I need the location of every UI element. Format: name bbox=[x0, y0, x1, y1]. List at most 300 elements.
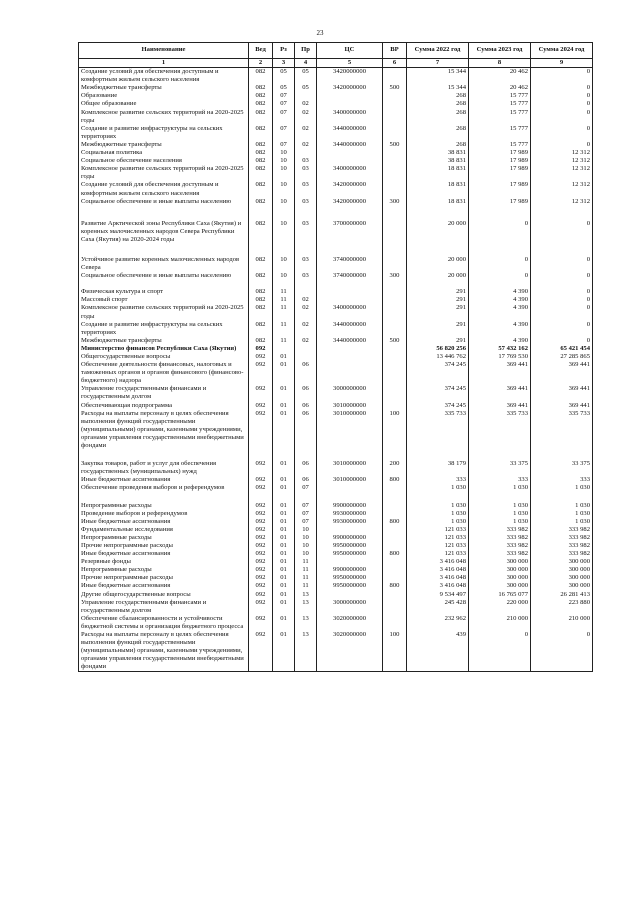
row-pr bbox=[295, 353, 317, 361]
row-cs: 3420000000 bbox=[317, 181, 383, 197]
row-ved: 092 bbox=[249, 345, 273, 353]
row-vr: 500 bbox=[383, 337, 407, 345]
row-rz: 01 bbox=[273, 526, 295, 534]
row-vr bbox=[383, 92, 407, 100]
row-name: Управление государственными финансами и государственным долгом bbox=[79, 599, 249, 615]
row-sum-2023: 15 777 bbox=[469, 92, 531, 100]
row-cs bbox=[317, 345, 383, 353]
row-sum-2022: 38 831 bbox=[407, 157, 469, 165]
row-sum-2023: 333 982 bbox=[469, 534, 531, 542]
row-pr: 03 bbox=[295, 157, 317, 165]
row-pr: 06 bbox=[295, 385, 317, 401]
table-row bbox=[79, 125, 593, 141]
row-cs: 9900000000 bbox=[317, 502, 383, 510]
row-sum-2022: 268 bbox=[407, 100, 469, 108]
row-vr bbox=[383, 385, 407, 401]
row-sum-2024: 335 733 bbox=[531, 410, 593, 460]
row-cs: 3000000000 bbox=[317, 385, 383, 401]
table-row bbox=[79, 84, 593, 92]
row-sum-2023: 15 777 bbox=[469, 141, 531, 149]
row-sum-2024: 0 bbox=[531, 109, 593, 125]
row-sum-2023: 333 982 bbox=[469, 550, 531, 558]
row-rz: 01 bbox=[273, 558, 295, 566]
row-name: Расходы на выплаты персоналу в целях обеспечения выполнения функций государственными (муниципальными) органами, казенными учреждениями, органами управления государственными внебюджетными фондами bbox=[79, 410, 249, 460]
row-rz: 01 bbox=[273, 574, 295, 582]
row-pr: 02 bbox=[295, 337, 317, 345]
row-cs: 3700000000 bbox=[317, 220, 383, 256]
row-cs: 3020000000 bbox=[317, 631, 383, 672]
row-vr bbox=[383, 149, 407, 157]
row-rz: 07 bbox=[273, 109, 295, 125]
row-sum-2022: 245 428 bbox=[407, 599, 469, 615]
header-sum-2024: Сумма 2024 год bbox=[531, 43, 593, 59]
row-sum-2023: 333 982 bbox=[469, 526, 531, 534]
row-rz: 01 bbox=[273, 591, 295, 599]
row-sum-2022: 291 bbox=[407, 288, 469, 296]
row-pr: 06 bbox=[295, 402, 317, 410]
row-name: Закупка товаров, работ и услуг для обеспечения государственных (муниципальных) нужд bbox=[79, 460, 249, 476]
row-cs: 3440000000 bbox=[317, 141, 383, 149]
row-cs bbox=[317, 92, 383, 100]
header-vr: ВР bbox=[383, 43, 407, 59]
row-sum-2024: 300 000 bbox=[531, 566, 593, 574]
row-pr: 11 bbox=[295, 574, 317, 582]
row-vr bbox=[383, 181, 407, 197]
row-name: Комплексное развитие сельских территорий на 2020-2025 годы bbox=[79, 165, 249, 181]
table-row bbox=[79, 288, 593, 296]
row-ved: 092 bbox=[249, 631, 273, 672]
row-cs bbox=[317, 526, 383, 534]
row-ved: 092 bbox=[249, 558, 273, 566]
row-vr bbox=[383, 599, 407, 615]
row-vr bbox=[383, 220, 407, 256]
table-row bbox=[79, 460, 593, 476]
row-sum-2023: 210 000 bbox=[469, 615, 531, 631]
row-ved: 092 bbox=[249, 526, 273, 534]
row-pr: 02 bbox=[295, 296, 317, 304]
table-row bbox=[79, 591, 593, 599]
row-rz: 01 bbox=[273, 566, 295, 574]
row-rz: 07 bbox=[273, 125, 295, 141]
table-row bbox=[79, 582, 593, 590]
table-row bbox=[79, 566, 593, 574]
row-sum-2023: 333 bbox=[469, 476, 531, 484]
row-vr bbox=[383, 402, 407, 410]
row-name: Непрограммные расходы bbox=[79, 534, 249, 542]
row-cs: 9900000000 bbox=[317, 566, 383, 574]
col-number: 8 bbox=[469, 59, 531, 68]
row-pr bbox=[295, 149, 317, 157]
row-sum-2023: 333 982 bbox=[469, 542, 531, 550]
row-name: Проведение выборов и референдумов bbox=[79, 510, 249, 518]
row-pr: 06 bbox=[295, 410, 317, 460]
row-ved: 082 bbox=[249, 288, 273, 296]
row-sum-2023: 17 989 bbox=[469, 149, 531, 157]
row-sum-2023: 17 989 bbox=[469, 181, 531, 197]
row-vr bbox=[383, 591, 407, 599]
row-sum-2024: 1 030 bbox=[531, 484, 593, 501]
row-rz: 11 bbox=[273, 296, 295, 304]
row-vr bbox=[383, 484, 407, 501]
row-cs bbox=[317, 296, 383, 304]
col-number: 2 bbox=[249, 59, 273, 68]
row-sum-2023: 300 000 bbox=[469, 558, 531, 566]
row-sum-2024: 12 312 bbox=[531, 149, 593, 157]
page-number: 23 bbox=[316, 29, 324, 37]
row-name: Комплексное развитие сельских территорий на 2020-2025 годы bbox=[79, 304, 249, 320]
row-name: Социальное обеспечение и иные выплаты населению bbox=[79, 198, 249, 220]
table-row bbox=[79, 304, 593, 320]
row-name: Физическая культура и спорт bbox=[79, 288, 249, 296]
row-cs: 9950000000 bbox=[317, 574, 383, 582]
row-vr: 500 bbox=[383, 141, 407, 149]
row-sum-2023: 1 030 bbox=[469, 518, 531, 526]
row-cs: 9950000000 bbox=[317, 550, 383, 558]
table-row bbox=[79, 542, 593, 550]
row-pr: 10 bbox=[295, 534, 317, 542]
table-row bbox=[79, 476, 593, 484]
row-ved: 082 bbox=[249, 304, 273, 320]
row-sum-2022: 3 416 048 bbox=[407, 558, 469, 566]
row-sum-2022: 335 733 bbox=[407, 410, 469, 460]
row-ved: 082 bbox=[249, 272, 273, 288]
row-sum-2024: 27 285 865 bbox=[531, 353, 593, 361]
row-sum-2024: 0 bbox=[531, 68, 593, 85]
row-ved: 082 bbox=[249, 321, 273, 337]
col-number: 4 bbox=[295, 59, 317, 68]
row-sum-2022: 38 179 bbox=[407, 460, 469, 476]
row-sum-2022: 291 bbox=[407, 321, 469, 337]
header-pr: Пр bbox=[295, 43, 317, 59]
row-rz: 10 bbox=[273, 157, 295, 165]
row-vr bbox=[383, 157, 407, 165]
row-sum-2022: 268 bbox=[407, 92, 469, 100]
row-sum-2022: 9 534 497 bbox=[407, 591, 469, 599]
row-name: Социальное обеспечение населения bbox=[79, 157, 249, 165]
row-pr: 05 bbox=[295, 84, 317, 92]
row-sum-2023: 4 390 bbox=[469, 296, 531, 304]
row-ved: 092 bbox=[249, 476, 273, 484]
row-sum-2022: 291 bbox=[407, 296, 469, 304]
row-sum-2022: 20 000 bbox=[407, 220, 469, 256]
row-sum-2023: 1 030 bbox=[469, 502, 531, 510]
row-cs bbox=[317, 149, 383, 157]
row-sum-2022: 38 831 bbox=[407, 149, 469, 157]
row-name: Общегосударственные вопросы bbox=[79, 353, 249, 361]
table-row bbox=[79, 157, 593, 165]
row-rz: 10 bbox=[273, 272, 295, 288]
row-sum-2024: 0 bbox=[531, 337, 593, 345]
row-ved: 092 bbox=[249, 615, 273, 631]
row-sum-2022: 291 bbox=[407, 337, 469, 345]
row-sum-2024: 12 312 bbox=[531, 165, 593, 181]
row-sum-2024: 223 880 bbox=[531, 599, 593, 615]
row-sum-2022: 18 831 bbox=[407, 181, 469, 197]
row-sum-2023: 17 769 530 bbox=[469, 353, 531, 361]
row-sum-2022: 3 416 048 bbox=[407, 582, 469, 590]
table-row bbox=[79, 220, 593, 256]
row-sum-2024: 210 000 bbox=[531, 615, 593, 631]
row-pr: 06 bbox=[295, 460, 317, 476]
row-ved: 092 bbox=[249, 534, 273, 542]
row-ved: 092 bbox=[249, 599, 273, 615]
table-row bbox=[79, 526, 593, 534]
row-rz: 01 bbox=[273, 460, 295, 476]
row-ved: 082 bbox=[249, 92, 273, 100]
row-ved: 092 bbox=[249, 410, 273, 460]
header-rz: Рз bbox=[273, 43, 295, 59]
row-rz: 01 bbox=[273, 510, 295, 518]
row-sum-2024: 369 441 bbox=[531, 402, 593, 410]
row-vr bbox=[383, 615, 407, 631]
row-sum-2024: 0 bbox=[531, 272, 593, 288]
row-pr: 10 bbox=[295, 550, 317, 558]
row-sum-2024: 65 421 454 bbox=[531, 345, 593, 353]
row-sum-2024: 0 bbox=[531, 631, 593, 672]
row-cs bbox=[317, 484, 383, 501]
row-vr bbox=[383, 321, 407, 337]
row-sum-2023: 15 777 bbox=[469, 100, 531, 108]
row-sum-2023: 4 390 bbox=[469, 321, 531, 337]
row-cs: 9950000000 bbox=[317, 542, 383, 550]
table-row bbox=[79, 337, 593, 345]
row-pr: 02 bbox=[295, 304, 317, 320]
row-sum-2024: 0 bbox=[531, 92, 593, 100]
row-rz: 01 bbox=[273, 385, 295, 401]
row-rz: 10 bbox=[273, 198, 295, 220]
row-vr: 800 bbox=[383, 550, 407, 558]
row-sum-2022: 291 bbox=[407, 304, 469, 320]
row-sum-2023: 369 441 bbox=[469, 385, 531, 401]
table-row bbox=[79, 631, 593, 672]
row-sum-2022: 121 033 bbox=[407, 526, 469, 534]
row-name: Управление государственными финансами и государственным долгом bbox=[79, 385, 249, 401]
row-cs bbox=[317, 353, 383, 361]
row-ved: 082 bbox=[249, 125, 273, 141]
row-vr bbox=[383, 68, 407, 85]
row-sum-2023: 33 375 bbox=[469, 460, 531, 476]
table-row bbox=[79, 361, 593, 385]
col-number: 1 bbox=[79, 59, 249, 68]
row-sum-2023: 300 000 bbox=[469, 566, 531, 574]
row-cs bbox=[317, 100, 383, 108]
row-name: Обеспечивающая подпрограмма bbox=[79, 402, 249, 410]
row-cs: 3440000000 bbox=[317, 337, 383, 345]
row-sum-2022: 374 245 bbox=[407, 361, 469, 385]
row-pr bbox=[295, 92, 317, 100]
row-name: Создание условий для обеспечения доступным и комфортным жильем сельского населения bbox=[79, 181, 249, 197]
row-pr: 10 bbox=[295, 542, 317, 550]
row-cs: 3000000000 bbox=[317, 599, 383, 615]
row-sum-2023: 17 989 bbox=[469, 198, 531, 220]
row-cs: 3400000000 bbox=[317, 109, 383, 125]
table-row bbox=[79, 550, 593, 558]
row-vr bbox=[383, 100, 407, 108]
table-row bbox=[79, 353, 593, 361]
row-vr bbox=[383, 526, 407, 534]
row-name: Развитие Арктической зоны Республики Саха (Якутия) и коренных малочисленных народов Севера Республики Саха (Якутия) на 2020-2024 годы bbox=[79, 220, 249, 256]
row-pr: 13 bbox=[295, 591, 317, 599]
row-rz: 01 bbox=[273, 353, 295, 361]
row-sum-2024: 1 030 bbox=[531, 502, 593, 510]
row-name: Обеспечение сбалансированности и устойчивости бюджетной системы и организация бюджетного процесса bbox=[79, 615, 249, 631]
row-sum-2023: 220 000 bbox=[469, 599, 531, 615]
row-ved: 082 bbox=[249, 165, 273, 181]
row-vr bbox=[383, 165, 407, 181]
row-cs: 3020000000 bbox=[317, 615, 383, 631]
row-rz: 01 bbox=[273, 410, 295, 460]
row-rz: 01 bbox=[273, 502, 295, 510]
row-sum-2024: 0 bbox=[531, 141, 593, 149]
row-cs bbox=[317, 591, 383, 599]
row-vr bbox=[383, 256, 407, 272]
row-cs: 3740000000 bbox=[317, 256, 383, 272]
row-ved: 092 bbox=[249, 353, 273, 361]
row-pr: 02 bbox=[295, 141, 317, 149]
row-cs bbox=[317, 558, 383, 566]
row-sum-2022: 15 344 bbox=[407, 84, 469, 92]
row-rz: 11 bbox=[273, 288, 295, 296]
col-number: 9 bbox=[531, 59, 593, 68]
header-ved: Вед bbox=[249, 43, 273, 59]
column-number-row bbox=[79, 59, 593, 68]
row-name: Межбюджетные трансферты bbox=[79, 84, 249, 92]
table-row bbox=[79, 599, 593, 615]
row-pr: 03 bbox=[295, 220, 317, 256]
table-row bbox=[79, 402, 593, 410]
header-cs: ЦС bbox=[317, 43, 383, 59]
row-name: Министерство финансов Республики Саха (Якутия) bbox=[79, 345, 249, 353]
row-pr: 03 bbox=[295, 181, 317, 197]
row-sum-2022: 18 831 bbox=[407, 165, 469, 181]
row-sum-2022: 374 245 bbox=[407, 385, 469, 401]
table-row bbox=[79, 484, 593, 501]
row-vr bbox=[383, 510, 407, 518]
row-ved: 092 bbox=[249, 566, 273, 574]
row-ved: 092 bbox=[249, 361, 273, 385]
row-sum-2024: 0 bbox=[531, 220, 593, 256]
row-vr bbox=[383, 558, 407, 566]
row-rz: 10 bbox=[273, 256, 295, 272]
row-name: Устойчивое развитие коренных малочисленных народов Севера bbox=[79, 256, 249, 272]
row-sum-2024: 33 375 bbox=[531, 460, 593, 476]
row-cs: 9930000000 bbox=[317, 518, 383, 526]
row-sum-2022: 333 bbox=[407, 476, 469, 484]
row-rz: 11 bbox=[273, 321, 295, 337]
row-ved: 092 bbox=[249, 510, 273, 518]
row-rz: 07 bbox=[273, 92, 295, 100]
row-ved: 092 bbox=[249, 518, 273, 526]
row-name: Создание и развитие инфраструктуры на сельских территориях bbox=[79, 125, 249, 141]
table-row bbox=[79, 558, 593, 566]
row-sum-2024: 12 312 bbox=[531, 181, 593, 197]
row-sum-2022: 121 033 bbox=[407, 534, 469, 542]
row-vr bbox=[383, 502, 407, 510]
row-vr: 800 bbox=[383, 476, 407, 484]
row-rz: 10 bbox=[273, 165, 295, 181]
row-sum-2024: 12 312 bbox=[531, 198, 593, 220]
row-sum-2024: 0 bbox=[531, 125, 593, 141]
row-rz: 11 bbox=[273, 304, 295, 320]
row-cs: 3010000000 bbox=[317, 410, 383, 460]
row-sum-2024: 333 bbox=[531, 476, 593, 484]
row-sum-2022: 121 033 bbox=[407, 550, 469, 558]
row-rz: 10 bbox=[273, 220, 295, 256]
row-pr: 13 bbox=[295, 599, 317, 615]
row-pr: 10 bbox=[295, 526, 317, 534]
row-ved: 082 bbox=[249, 157, 273, 165]
row-ved: 092 bbox=[249, 574, 273, 582]
table-row bbox=[79, 272, 593, 288]
row-cs: 3740000000 bbox=[317, 272, 383, 288]
row-pr: 05 bbox=[295, 68, 317, 85]
row-name: Иные бюджетные ассигнования bbox=[79, 518, 249, 526]
row-name: Прочие непрограммные расходы bbox=[79, 542, 249, 550]
table-row bbox=[79, 100, 593, 108]
row-name: Резервные фонды bbox=[79, 558, 249, 566]
row-name: Непрограммные расходы bbox=[79, 502, 249, 510]
header-row bbox=[79, 43, 593, 59]
row-name: Межбюджетные трансферты bbox=[79, 337, 249, 345]
row-pr: 06 bbox=[295, 361, 317, 385]
row-sum-2023: 57 432 162 bbox=[469, 345, 531, 353]
row-pr: 11 bbox=[295, 558, 317, 566]
row-name: Обеспечение деятельности финансовых, налоговых и таможенных органов и органов финансового (финансово-бюджетного) надзора bbox=[79, 361, 249, 385]
row-ved: 092 bbox=[249, 591, 273, 599]
row-vr bbox=[383, 125, 407, 141]
row-ved: 082 bbox=[249, 220, 273, 256]
row-rz: 01 bbox=[273, 582, 295, 590]
table-row bbox=[79, 385, 593, 401]
row-cs: 9930000000 bbox=[317, 510, 383, 518]
row-name: Создание и развитие инфраструктуры на сельских территориях bbox=[79, 321, 249, 337]
row-sum-2024: 0 bbox=[531, 321, 593, 337]
row-sum-2023: 16 765 077 bbox=[469, 591, 531, 599]
row-name: Иные бюджетные ассигнования bbox=[79, 476, 249, 484]
row-pr: 11 bbox=[295, 582, 317, 590]
col-number: 3 bbox=[273, 59, 295, 68]
row-name: Непрограммные расходы bbox=[79, 566, 249, 574]
row-pr: 07 bbox=[295, 484, 317, 501]
row-ved: 082 bbox=[249, 68, 273, 85]
row-rz: 01 bbox=[273, 518, 295, 526]
row-ved: 092 bbox=[249, 550, 273, 558]
row-sum-2023: 17 989 bbox=[469, 157, 531, 165]
row-name: Массовый спорт bbox=[79, 296, 249, 304]
row-name: Социальная политика bbox=[79, 149, 249, 157]
row-sum-2023: 335 733 bbox=[469, 410, 531, 460]
table-row bbox=[79, 518, 593, 526]
row-rz: 01 bbox=[273, 615, 295, 631]
row-sum-2022: 18 831 bbox=[407, 198, 469, 220]
row-cs: 3010000000 bbox=[317, 402, 383, 410]
row-ved: 092 bbox=[249, 502, 273, 510]
row-vr bbox=[383, 566, 407, 574]
row-name: Общее образование bbox=[79, 100, 249, 108]
row-sum-2022: 13 446 762 bbox=[407, 353, 469, 361]
table-row bbox=[79, 109, 593, 125]
row-vr bbox=[383, 296, 407, 304]
row-cs: 3440000000 bbox=[317, 321, 383, 337]
row-cs bbox=[317, 157, 383, 165]
row-sum-2023: 4 390 bbox=[469, 288, 531, 296]
row-rz: 07 bbox=[273, 141, 295, 149]
row-pr: 03 bbox=[295, 165, 317, 181]
row-vr bbox=[383, 109, 407, 125]
row-sum-2022: 268 bbox=[407, 109, 469, 125]
row-name: Другие общегосударственные вопросы bbox=[79, 591, 249, 599]
row-ved: 092 bbox=[249, 542, 273, 550]
